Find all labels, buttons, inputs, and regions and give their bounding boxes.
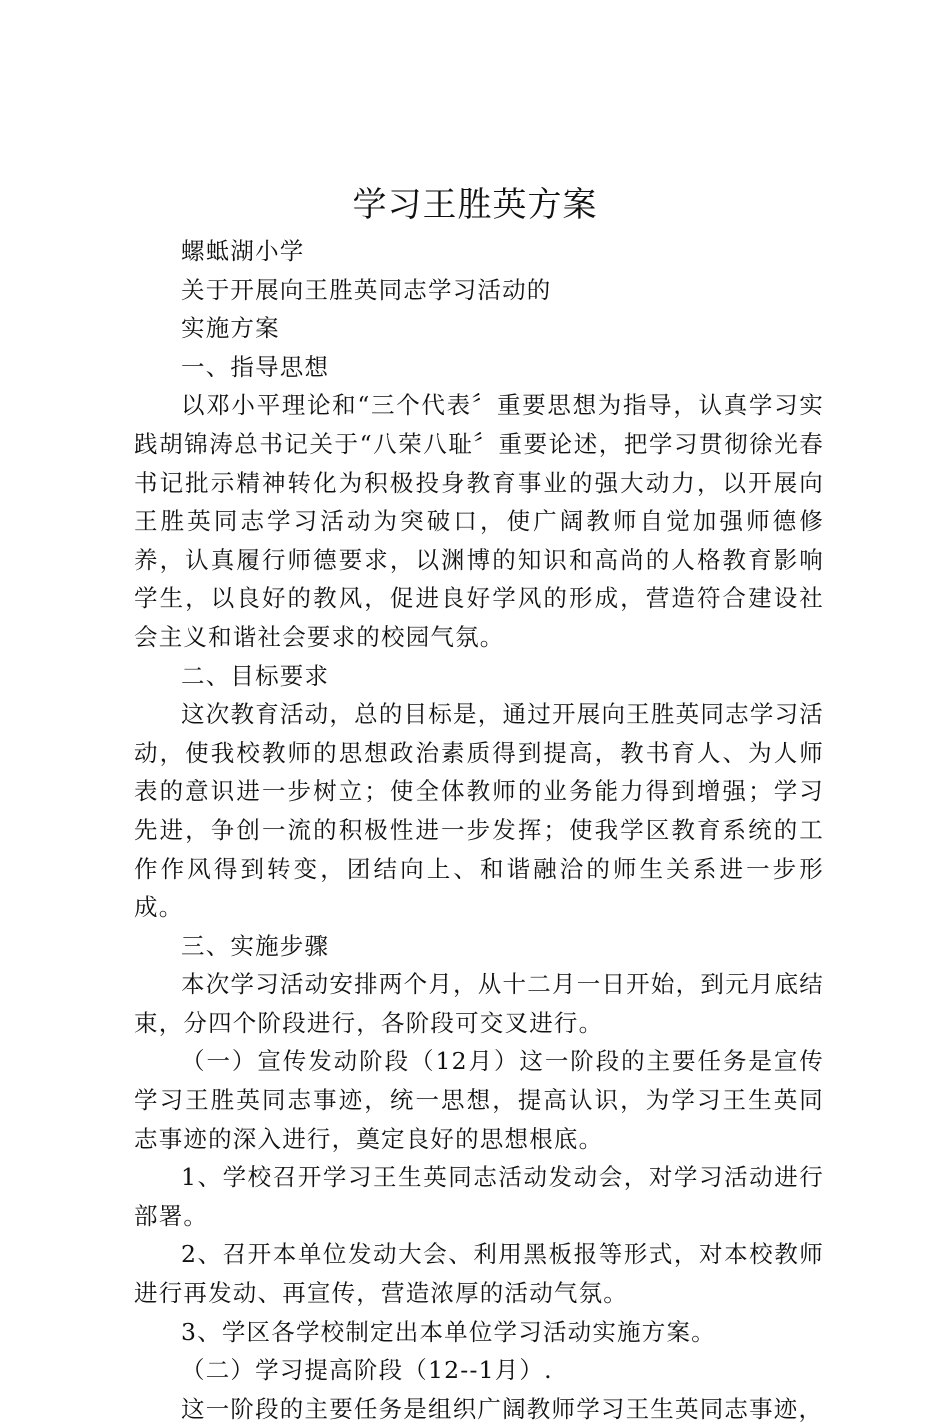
document-body [134, 232, 824, 1428]
paragraph-item-1: 1、学校召开学习王生英同志活动发动会，对学习活动进行部署。 [134, 1163, 824, 1230]
paragraph-school-name: 螺蚳湖小学 [181, 237, 305, 265]
document-title: 学习王胜英方案 [352, 185, 598, 225]
section-heading-goals: 二、目标要求 [181, 661, 330, 690]
paragraph-stage-one: （一）宣传发动阶段（12月）这一阶段的主要任务是宣传学习王胜英同志事迹，统一思想，提高认识，为学习王生英同志事迹的深入进行，奠定良好的思想根底。 [134, 1047, 824, 1153]
paragraph-goals: 这次教育活动，总的目标是，通过开展向王胜英同志学习活动，使我校教师的思想政治素质得到提高，教书育人、为人师表的意识进一步树立；使全体教师的业务能力得到增强；学习先进，争创一流的积极性进一步发挥；使我学区教育系统的工作作风得到转变，团结向上、和谐融洽的师生关系进一步形成。 [134, 700, 824, 922]
section-heading-steps: 三、实施步骤 [181, 931, 330, 960]
paragraph-guiding-ideology: 以邓小平理论和“三个代表〞重要思想为指导，认真学习实践胡锦涛总书记关于“八荣八耻〞重要论述，把学习贯彻徐光春书记批示精神转化为积极投身教育事业的强大动力，以开展向王胜英同志学习活动为突破口，使广阔教师自觉加强师德修养，认真履行师德要求，以渊博的知识和高尚的人格教育影响学生，以良好的教风，促进良好学风的形成，营造符合建设社会主义和谐社会要求的校园气氛。 [134, 391, 824, 651]
paragraph-stage-two: 这一阶段的主要任务是组织广阔教师学习王生英同志事迹， [181, 1394, 824, 1423]
paragraph-steps-intro: 本次学习活动安排两个月，从十二月一日开始，到元月底结束，分四个阶段进行，各阶段可交叉进行。 [134, 970, 824, 1037]
section-heading-guiding-ideology: 一、指导思想 [181, 352, 330, 381]
paragraph-subtitle: 关于开展向王胜英同志学习活动的 [181, 275, 552, 304]
paragraph-plan-heading: 实施方案 [181, 314, 280, 343]
paragraph-item-2: 2、召开本单位发动大会、利用黑板报等形式，对本校教师进行再发动、再宣传，营造浓厚的活动气氛。 [134, 1240, 824, 1308]
paragraph-item-3: 3、学区各学校制定出本单位学习活动实施方案。 [181, 1317, 716, 1346]
paragraph-stage-two-heading: （二）学习提高阶段（12--1月）. [181, 1356, 553, 1385]
